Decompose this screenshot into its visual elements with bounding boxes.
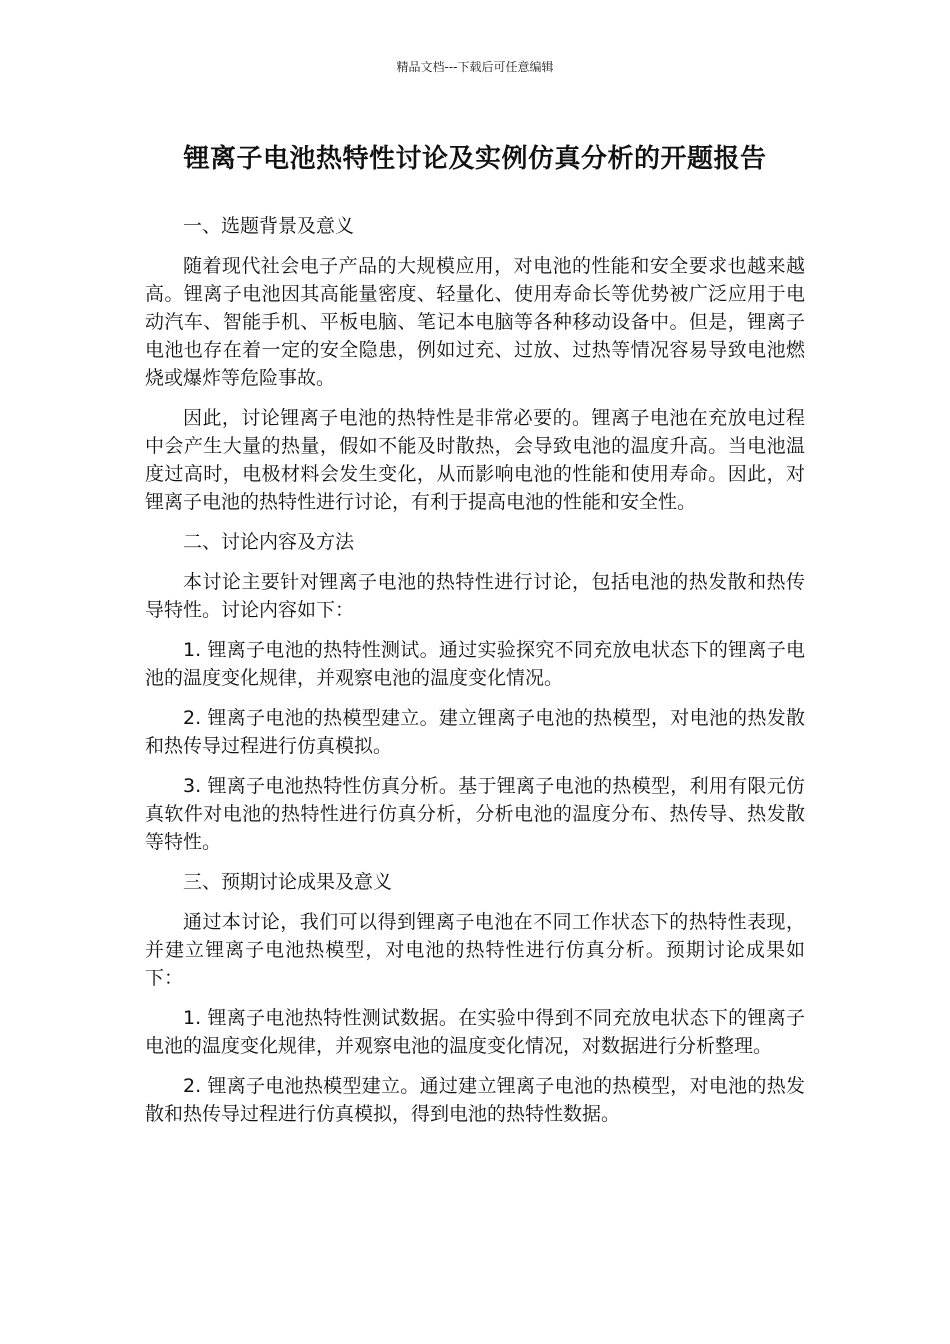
page-header-note: 精品文档---下载后可任意编辑 bbox=[396, 60, 554, 74]
list-item: 1. 锂离子电池热特性测试数据。在实验中得到不同充放电状态下的锂离子电池的温度变化规律，并观察电池的温度变化情况，对数据进行分析整理。 bbox=[145, 1007, 805, 1057]
paragraph: 通过本讨论，我们可以得到锂离子电池在不同工作状态下的热特性表现，并建立锂离子电池热模型，对电池的热特性进行仿真分析。预期讨论成果如下： bbox=[145, 911, 805, 989]
document-body bbox=[145, 212, 805, 1140]
list-item: 3. 锂离子电池热特性仿真分析。基于锂离子电池的热模型，利用有限元仿真软件对电池的热特性进行仿真分析，分析电池的温度分布、热传导、热发散等特性。 bbox=[145, 775, 805, 853]
paragraph: 本讨论主要针对锂离子电池的热特性进行讨论，包括电池的热发散和热传导特性。讨论内容如下： bbox=[145, 571, 805, 621]
section-heading-3: 三、预期讨论成果及意义 bbox=[183, 871, 393, 893]
section-heading-1: 一、选题背景及意义 bbox=[183, 215, 355, 237]
section-heading-2: 二、讨论内容及方法 bbox=[183, 531, 355, 553]
document-title: 锂离子电池热特性讨论及实例仿真分析的开题报告 bbox=[183, 144, 767, 174]
list-item: 2. 锂离子电池热模型建立。通过建立锂离子电池的热模型，对电池的热发散和热传导过程进行仿真模拟，得到电池的热特性数据。 bbox=[145, 1075, 805, 1125]
paragraph: 随着现代社会电子产品的大规模应用，对电池的性能和安全要求也越来越高。锂离子电池因其高能量密度、轻量化、使用寿命长等优势被广泛应用于电动汽车、智能手机、平板电脑、笔记本电脑等各种移动设备中。但是，锂离子电池也存在着一定的安全隐患，例如过充、过放、过热等情况容易导致电池燃烧或爆炸等危险事故。 bbox=[145, 255, 805, 389]
list-item: 1. 锂离子电池的热特性测试。通过实验探究不同充放电状态下的锂离子电池的温度变化规律，并观察电池的温度变化情况。 bbox=[145, 639, 805, 689]
list-item: 2. 锂离子电池的热模型建立。建立锂离子电池的热模型，对电池的热发散和热传导过程进行仿真模拟。 bbox=[145, 707, 805, 757]
paragraph: 因此，讨论锂离子电池的热特性是非常必要的。锂离子电池在充放电过程中会产生大量的热量，假如不能及时散热，会导致电池的温度升高。当电池温度过高时，电极材料会发生变化，从而影响电池的性能和使用寿命。因此，对锂离子电池的热特性进行讨论，有利于提高电池的性能和安全性。 bbox=[145, 407, 805, 513]
